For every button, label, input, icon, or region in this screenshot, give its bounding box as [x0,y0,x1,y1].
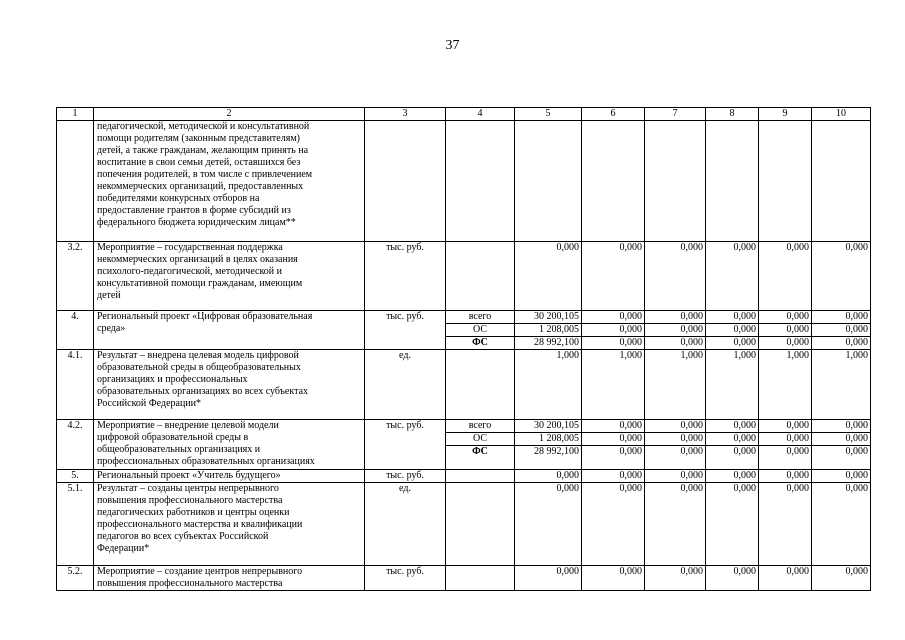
table-row [57,566,871,591]
desc-line: организациях и профессиональных [97,374,248,385]
value-cell: 1,000 [582,350,645,420]
desc-line: повышения профессионального мастерства [97,578,283,589]
value-cell: 0,000 [645,324,706,337]
row-number: 3.2. [57,242,94,311]
desc-line: среда» [97,323,126,334]
value-cell: 0,000 [759,483,812,566]
value-cell: 1,000 [706,350,759,420]
value-cell: 0,000 [812,337,871,350]
value-cell: 0,000 [645,311,706,324]
row-description [94,350,365,420]
desc-line: некоммерческих организаций в целях оказания [97,254,298,265]
desc-line: цифровой образовательной среды в [97,432,249,443]
value-cell: 0,000 [582,446,645,470]
value-cell: 0,000 [706,433,759,446]
value-cell: 0,000 [582,470,645,483]
value-cell: 0,000 [582,433,645,446]
value-cell: 0,000 [812,483,871,566]
source-cell: всего [446,311,515,324]
value-cell: 28 992,100 [515,337,582,350]
value-cell: 0,000 [812,242,871,311]
value-cell: 0,000 [582,311,645,324]
row-number: 4. [57,311,94,350]
row-description [94,420,365,470]
value-cell: 0,000 [759,420,812,433]
value-cell: 0,000 [645,433,706,446]
desc-line: педагогов во всех субъектах Российской [97,531,269,542]
unit-cell: тыс. руб. [365,566,446,591]
value-cell: 0,000 [645,483,706,566]
value-cell: 1,000 [812,350,871,420]
value-cell: 30 200,105 [515,420,582,433]
row-number: 4.2. [57,420,94,470]
source-cell: ОС [446,324,515,337]
unit-cell: тыс. руб. [365,420,446,470]
value-cell: 0,000 [759,337,812,350]
value-cell: 0,000 [706,483,759,566]
value-cell: 0,000 [582,242,645,311]
value-cell: 0,000 [515,242,582,311]
value-cell: 0,000 [582,324,645,337]
row-description [94,566,365,591]
row-number: 5.2. [57,566,94,591]
desc-line: Результат – созданы центры непрерывного [97,483,279,494]
header-cell: 3 [365,108,446,121]
desc-line: образовательной среды в общеобразовательных [97,362,301,373]
value-cell: 0,000 [706,311,759,324]
value-cell: 0,000 [812,420,871,433]
row-number: 5. [57,470,94,483]
value-cell: 0,000 [645,337,706,350]
value-cell: 0,000 [515,483,582,566]
value-cell: 1 208,005 [515,433,582,446]
desc-line: некоммерческих организаций, предоставленных [97,181,304,192]
value-cell: 0,000 [706,337,759,350]
desc-line: консультативной помощи гражданам, имеющим [97,278,303,289]
value-cell: 0,000 [759,324,812,337]
value-cell: 0,000 [759,566,812,591]
row-number: 4.1. [57,350,94,420]
desc-line: Федерации* [97,543,150,554]
table-row [57,483,871,566]
value-cell: 0,000 [515,470,582,483]
header-cell: 7 [645,108,706,121]
value-cell: 0,000 [706,420,759,433]
desc-line: Мероприятие – внедрение целевой модели [97,420,279,431]
source-cell: всего [446,420,515,433]
desc-line: воспитание в свои семьи детей, оставшихся без [97,157,301,168]
table-row [57,121,871,242]
desc-line: Российской Федерации* [97,398,202,409]
row-description [94,121,365,242]
value-cell: 1 208,005 [515,324,582,337]
desc-line: детей [97,290,121,301]
value-cell: 0,000 [706,446,759,470]
header-cell: 4 [446,108,515,121]
desc-line: помощи родителям (законным представителям) [97,133,300,144]
value-cell: 0,000 [582,337,645,350]
desc-line: попечения родителей, в том числе с привлечением [97,169,313,180]
unit-cell: тыс. руб. [365,311,446,350]
value-cell: 1,000 [515,350,582,420]
value-cell: 0,000 [645,566,706,591]
value-cell: 1,000 [645,350,706,420]
header-cell: 5 [515,108,582,121]
table-row [57,420,871,433]
value-cell: 0,000 [812,311,871,324]
value-cell: 0,000 [645,420,706,433]
desc-line: психолого-педагогической, методической и [97,266,283,277]
source-cell: ФС [446,337,515,350]
desc-line: педагогических работников и центры оценки [97,507,290,518]
desc-line: общеобразовательных организациях и [97,444,261,455]
value-cell: 0,000 [812,324,871,337]
value-cell: 0,000 [645,470,706,483]
value-cell: 0,000 [759,311,812,324]
value-cell: 0,000 [706,242,759,311]
row-number [57,121,94,242]
desc-line: профессионального мастерства и квалификации [97,519,303,530]
unit-cell: тыс. руб. [365,470,446,483]
value-cell: 30 200,105 [515,311,582,324]
header-cell: 6 [582,108,645,121]
value-cell: 0,000 [812,433,871,446]
value-cell: 0,000 [759,446,812,470]
value-cell: 0,000 [812,446,871,470]
row-description [94,311,365,350]
value-cell: 0,000 [706,470,759,483]
desc-line: предоставление грантов в форме субсидий из [97,205,291,216]
value-cell: 0,000 [645,446,706,470]
desc-line: педагогической, методической и консультативной [97,121,310,132]
row-description [94,470,365,483]
table-row [57,242,871,311]
desc-line: Результат – внедрена целевая модель цифровой [97,350,299,361]
unit-cell: ед. [365,350,446,420]
header-cell: 1 [57,108,94,121]
desc-line: образовательных организациях во всех субъектах [97,386,309,397]
value-cell: 0,000 [582,566,645,591]
unit-cell: ед. [365,483,446,566]
table-row [57,350,871,420]
desc-line: Мероприятие – создание центров непрерывного [97,566,303,577]
desc-line: Мероприятие – государственная поддержка [97,242,283,253]
value-cell: 0,000 [706,324,759,337]
value-cell: 0,000 [759,242,812,311]
header-row [57,108,871,121]
table-row [57,311,871,324]
desc-line: федерального бюджета юридическим лицам** [97,217,296,228]
value-cell: 0,000 [812,566,871,591]
desc-line: Региональный проект «Цифровая образовательная [97,311,313,322]
value-cell: 1,000 [759,350,812,420]
desc-line: повышения профессионального мастерства [97,495,283,506]
value-cell: 0,000 [582,420,645,433]
page-number: 37 [445,38,460,53]
desc-line: Региональный проект «Учитель будущего» [97,470,281,481]
header-cell: 2 [94,108,365,121]
header-cell: 10 [812,108,871,121]
unit-cell: тыс. руб. [365,242,446,311]
value-cell: 0,000 [706,566,759,591]
row-description [94,242,365,311]
value-cell: 0,000 [515,566,582,591]
source-cell: ОС [446,433,515,446]
row-number: 5.1. [57,483,94,566]
source-cell: ФС [446,446,515,470]
desc-line: победителями конкурсных отборов на [97,193,260,204]
value-cell: 0,000 [759,470,812,483]
desc-line: профессиональных образовательных организациях [97,456,315,467]
table-row [57,470,871,483]
value-cell: 0,000 [645,242,706,311]
desc-line: детей, а также гражданам, желающим принять на [97,145,309,156]
value-cell: 0,000 [812,470,871,483]
value-cell: 0,000 [759,433,812,446]
value-cell: 0,000 [582,483,645,566]
value-cell: 28 992,100 [515,446,582,470]
header-cell: 8 [706,108,759,121]
header-cell: 9 [759,108,812,121]
row-description [94,483,365,566]
budget-table [56,107,871,591]
